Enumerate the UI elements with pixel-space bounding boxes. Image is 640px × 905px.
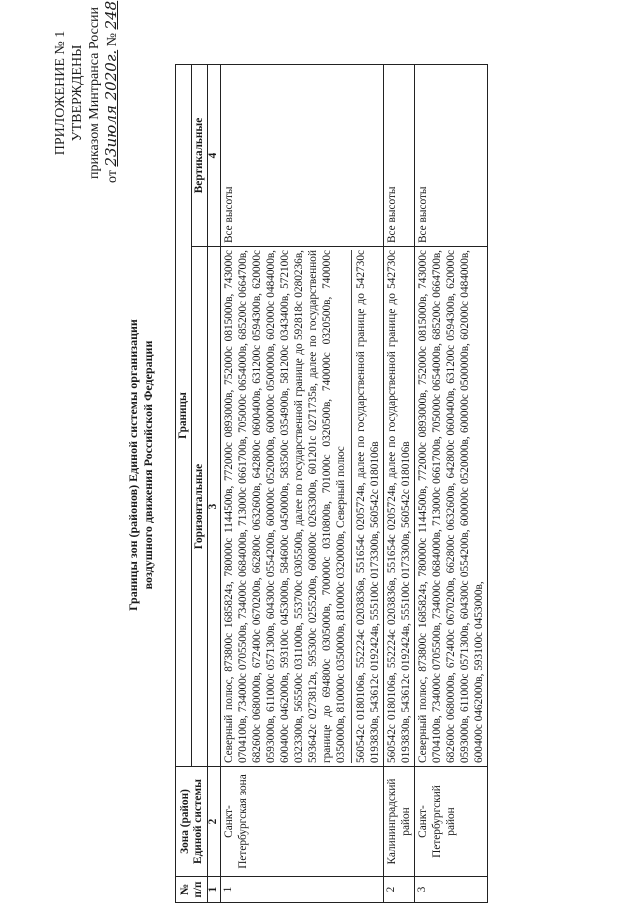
order-line: приказом Минтранса России bbox=[87, 6, 102, 180]
col-header-zone: Зона (район) Единой системы bbox=[176, 767, 208, 877]
horizontal-bounds bbox=[384, 247, 415, 767]
horizontal-bounds bbox=[221, 247, 384, 767]
bounds-segment: Северный полюс, 873800с 1685824з, 780000с 1144500в, 772000с 0893000в, 752000с 0815000в, 743000с 0704100в, 734000с 0705500в, 734000с 0684000в, 713000с 0661700в, 705000с 0654000в, 685200с 0664700в, 682600с 0680000в, 672400с 0670200в, 662800с 0632600в, 642800с 0600400в, 631200с 0594300в, 620000с 0593000в, 611000с 0571300в, 604300с 0554200в, 600000с 0520000в, 600000с 0500000в, 602000с 0484000в, 600400с 0462000в, 593100с 0453000в, 584600с 0450000в, 583500с 0354900в, 581200с 0343400в, 572100с 0323300в, 565500с 0311000в, 553700с 0305500в, далее по государственной границе до 592818с 0280236в, 593642с 0273812в, 595300с 0255200в, 600800с 0263300в, 601201с 0271735в, далее по государственной границе до 694800с 0305000в, 700000с 0310800в, 701000с 0320500в, 740000с 0320500в, 740000с 0350000в, 810000с 0350000в, 810000с 0320000в, Северный полюс bbox=[223, 250, 347, 763]
col-header-horizontal: Горизонтальные bbox=[192, 247, 208, 767]
title-line-1: Границы зон (районов) Единой системы организации bbox=[126, 319, 140, 611]
col-header-vertical: Вертикальные bbox=[192, 64, 208, 246]
table-row bbox=[415, 64, 488, 902]
order-date-line bbox=[102, 0, 121, 183]
column-index: 1 bbox=[208, 877, 221, 903]
row-number: 1 bbox=[221, 877, 384, 903]
appendix-label: ПРИЛОЖЕНИЕ № 1 bbox=[53, 30, 68, 156]
table-row bbox=[221, 64, 384, 902]
column-index-row bbox=[208, 64, 221, 902]
horizontal-bounds bbox=[415, 247, 488, 767]
vertical-bounds: Все высоты bbox=[384, 64, 415, 246]
bounds-segment: 560542с 0180106в, 552224с 0203836в, 551654с 0205724в, далее по государственной границе до 542730с 0193830в, 543612с 0192424в, 555100с 0173300в, 560542с 0180106в bbox=[351, 250, 382, 763]
vertical-bounds: Все высоты bbox=[415, 64, 488, 246]
table-row bbox=[384, 64, 415, 902]
title-line-2: воздушного движения Российской Федерации bbox=[141, 340, 155, 590]
approval-header bbox=[52, 0, 121, 183]
vertical-bounds: Все высоты bbox=[221, 64, 384, 246]
column-index: 3 bbox=[208, 247, 221, 767]
boundaries-table bbox=[175, 64, 488, 903]
number-prefix: № bbox=[105, 32, 120, 47]
row-number: 2 bbox=[384, 877, 415, 903]
handwritten-number: 248 bbox=[102, 0, 120, 30]
document-title bbox=[126, 255, 156, 675]
zone-name: Санкт-Петербургский район bbox=[415, 767, 488, 877]
bounds-segment: 560542с 0180106в, 552224с 0203836в, 551654с 0205724в, далее по государственной границе до 542730с 0193830в, 543612с 0192424в, 555100с 0173300в, 560542с 0180106в bbox=[386, 250, 412, 763]
approved-label: УТВЕРЖДЕНЫ bbox=[70, 44, 85, 142]
col-header-bounds: Границы bbox=[176, 64, 192, 766]
date-prefix: от bbox=[105, 170, 120, 183]
row-number: 3 bbox=[415, 877, 488, 903]
column-index: 4 bbox=[208, 64, 221, 246]
column-index: 2 bbox=[208, 767, 221, 877]
handwritten-date: 23июля 2020г. bbox=[102, 49, 120, 167]
col-header-num: № п/п bbox=[176, 877, 208, 903]
bounds-segment: Северный полюс, 873800с 1685824з, 780000с 1144500в, 772000с 0893000в, 752000с 0815000в, 743000с 0704100в, 734000с 0705500в, 734000с 0684000в, 713000с 0661700в, 705000с 0654000в, 685200с 0664700в, 682600с 0680000в, 672400с 0670200в, 662800с 0632600в, 642800с 0600400в, 631200с 0594300в, 620000с 0593000в, 611000с 0571300в, 604300с 0554200в, 600000с 0520000в, 600000с 0500000в, 602000с 0484000в, 600400с 0462000в, 593100с 0453000в, bbox=[417, 250, 485, 763]
zone-name: Калининградский район bbox=[384, 767, 415, 877]
zone-name: Санкт-Петербургская зона bbox=[221, 767, 384, 877]
